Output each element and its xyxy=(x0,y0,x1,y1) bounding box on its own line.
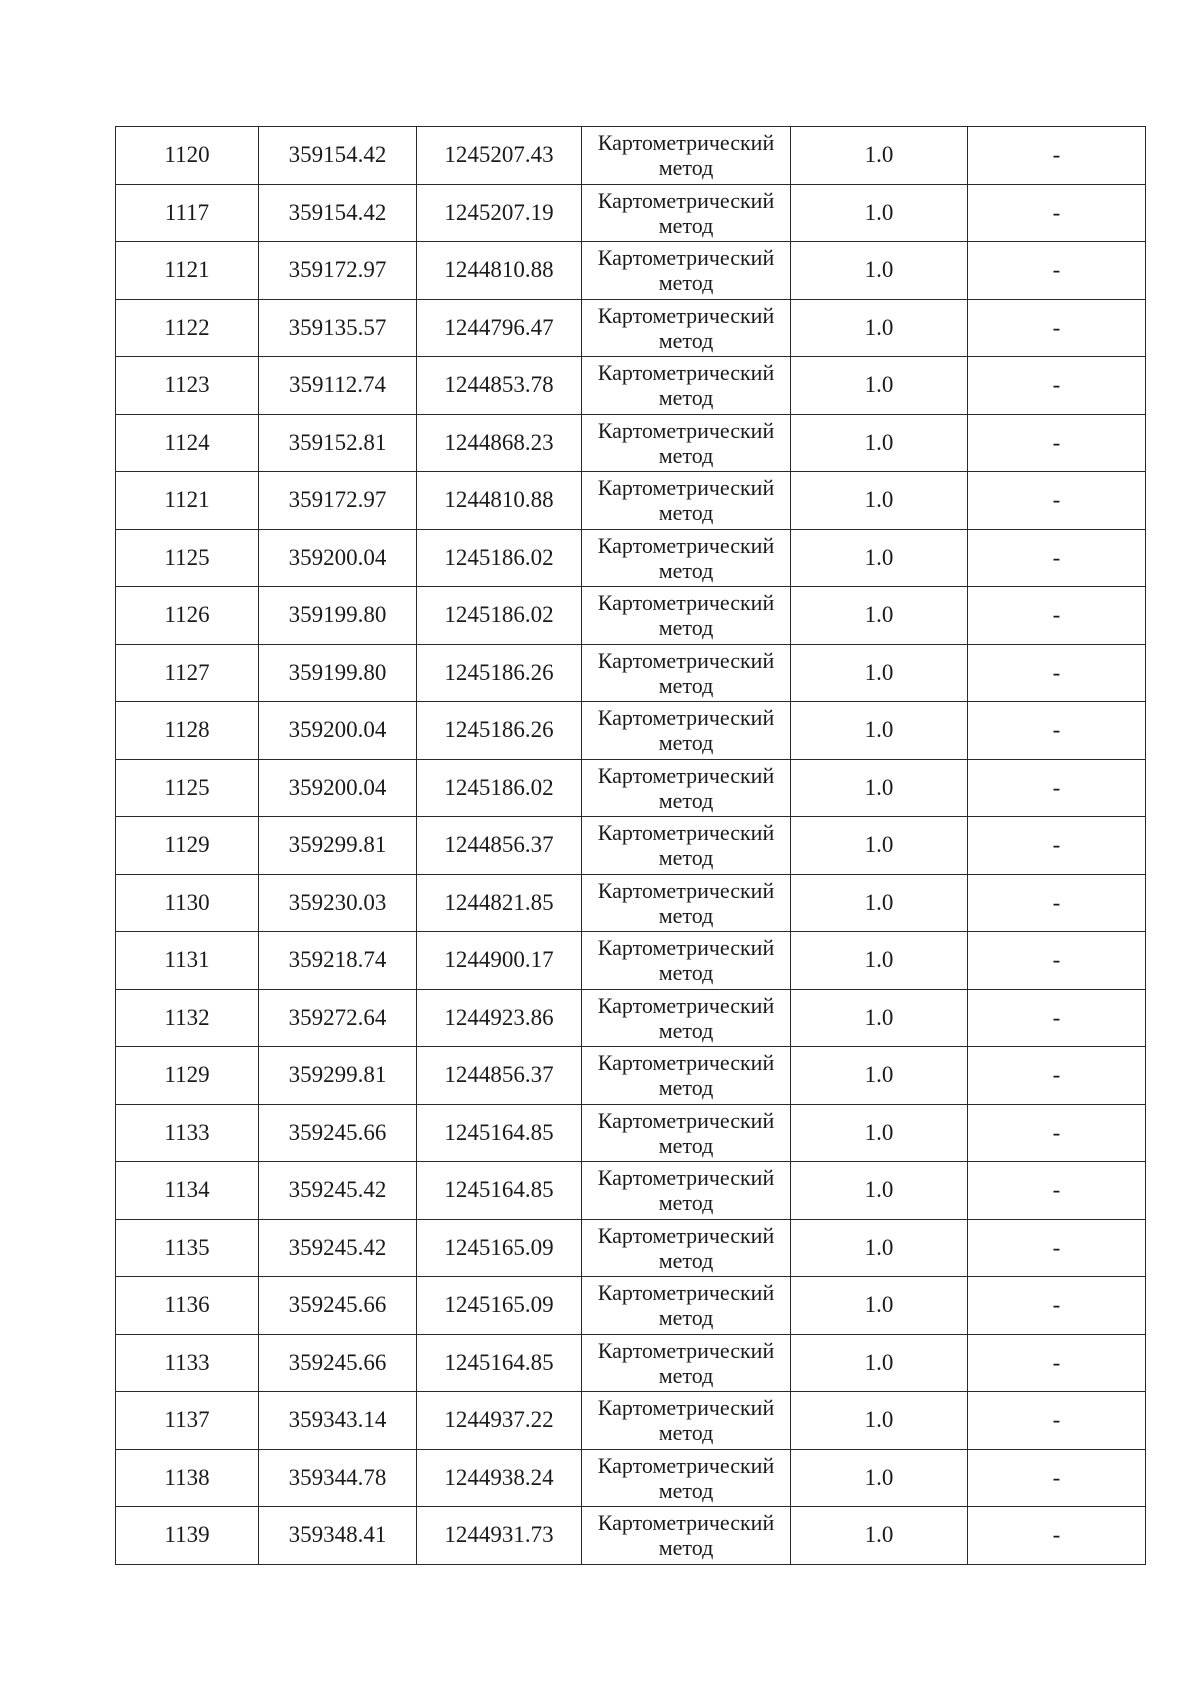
y-coordinate-cell: 1244856.37 xyxy=(417,1047,582,1105)
note-cell: - xyxy=(968,299,1146,357)
accuracy-cell: 1.0 xyxy=(791,989,968,1047)
note-cell: - xyxy=(968,932,1146,990)
method-text-line1: Картометрический xyxy=(597,245,775,271)
y-coordinate-cell: 1245186.26 xyxy=(417,702,582,760)
method-text-line2: метод xyxy=(658,902,714,928)
table-row xyxy=(116,932,1146,990)
method-text-line1: Картометрический xyxy=(597,1510,775,1536)
x-coordinate-cell: 359245.66 xyxy=(259,1334,417,1392)
method-text-line2: метод xyxy=(658,615,714,641)
x-coordinate-cell: 359299.81 xyxy=(259,817,417,875)
x-coordinate-cell: 359172.97 xyxy=(259,472,417,530)
point-number-cell: 1123 xyxy=(116,357,259,415)
accuracy-cell: 1.0 xyxy=(791,1334,968,1392)
accuracy-cell: 1.0 xyxy=(791,242,968,300)
point-number-cell: 1139 xyxy=(116,1507,259,1565)
note-cell: - xyxy=(968,989,1146,1047)
x-coordinate-cell: 359344.78 xyxy=(259,1449,417,1507)
method-text-line1: Картометрический xyxy=(597,1395,775,1421)
note-cell: - xyxy=(968,1277,1146,1335)
x-coordinate-cell: 359172.97 xyxy=(259,242,417,300)
point-number-cell: 1136 xyxy=(116,1277,259,1335)
method-text-line2: метод xyxy=(658,442,714,468)
accuracy-cell: 1.0 xyxy=(791,1277,968,1335)
method-text-line1: Картометрический xyxy=(597,1452,775,1478)
method-cell xyxy=(582,1277,791,1335)
table-row xyxy=(116,472,1146,530)
accuracy-cell: 1.0 xyxy=(791,1449,968,1507)
y-coordinate-cell: 1245164.85 xyxy=(417,1334,582,1392)
point-number-cell: 1122 xyxy=(116,299,259,357)
method-cell xyxy=(582,414,791,472)
x-coordinate-cell: 359218.74 xyxy=(259,932,417,990)
point-number-cell: 1138 xyxy=(116,1449,259,1507)
y-coordinate-cell: 1245207.43 xyxy=(417,127,582,185)
x-coordinate-cell: 359135.57 xyxy=(259,299,417,357)
table-row xyxy=(116,1104,1146,1162)
method-text-line2: метод xyxy=(658,787,714,813)
table-row xyxy=(116,1334,1146,1392)
y-coordinate-cell: 1245164.85 xyxy=(417,1162,582,1220)
table-row xyxy=(116,242,1146,300)
method-cell xyxy=(582,932,791,990)
note-cell: - xyxy=(968,184,1146,242)
method-text-line2: метод xyxy=(658,960,714,986)
table-row xyxy=(116,1392,1146,1450)
method-cell xyxy=(582,1047,791,1105)
y-coordinate-cell: 1244937.22 xyxy=(417,1392,582,1450)
accuracy-cell: 1.0 xyxy=(791,529,968,587)
table-body xyxy=(116,127,1146,1565)
y-coordinate-cell: 1244821.85 xyxy=(417,874,582,932)
table-row xyxy=(116,702,1146,760)
x-coordinate-cell: 359200.04 xyxy=(259,759,417,817)
method-text-line2: метод xyxy=(658,270,714,296)
x-coordinate-cell: 359200.04 xyxy=(259,529,417,587)
table-row xyxy=(116,357,1146,415)
method-text-line1: Картометрический xyxy=(597,532,775,558)
method-text-line1: Картометрический xyxy=(597,590,775,616)
accuracy-cell: 1.0 xyxy=(791,472,968,530)
note-cell: - xyxy=(968,1449,1146,1507)
method-cell xyxy=(582,1162,791,1220)
method-text-line1: Картометрический xyxy=(597,1107,775,1133)
method-cell xyxy=(582,127,791,185)
y-coordinate-cell: 1244938.24 xyxy=(417,1449,582,1507)
method-cell xyxy=(582,529,791,587)
x-coordinate-cell: 359230.03 xyxy=(259,874,417,932)
note-cell: - xyxy=(968,1104,1146,1162)
x-coordinate-cell: 359272.64 xyxy=(259,989,417,1047)
y-coordinate-cell: 1244923.86 xyxy=(417,989,582,1047)
table-row xyxy=(116,644,1146,702)
method-text-line2: метод xyxy=(658,1075,714,1101)
point-number-cell: 1130 xyxy=(116,874,259,932)
note-cell: - xyxy=(968,127,1146,185)
accuracy-cell: 1.0 xyxy=(791,932,968,990)
note-cell: - xyxy=(968,1334,1146,1392)
method-cell xyxy=(582,1507,791,1565)
y-coordinate-cell: 1244810.88 xyxy=(417,242,582,300)
x-coordinate-cell: 359245.66 xyxy=(259,1104,417,1162)
method-cell xyxy=(582,702,791,760)
point-number-cell: 1125 xyxy=(116,529,259,587)
method-text-line1: Картометрический xyxy=(597,1222,775,1248)
method-text-line2: метод xyxy=(658,1420,714,1446)
method-text-line2: метод xyxy=(658,1362,714,1388)
method-cell xyxy=(582,644,791,702)
x-coordinate-cell: 359245.66 xyxy=(259,1277,417,1335)
accuracy-cell: 1.0 xyxy=(791,299,968,357)
method-text-line1: Картометрический xyxy=(597,1050,775,1076)
x-coordinate-cell: 359245.42 xyxy=(259,1162,417,1220)
method-text-line2: метод xyxy=(658,1132,714,1158)
accuracy-cell: 1.0 xyxy=(791,357,968,415)
point-number-cell: 1127 xyxy=(116,644,259,702)
method-text-line1: Картометрический xyxy=(597,877,775,903)
method-text-line1: Картометрический xyxy=(597,1280,775,1306)
point-number-cell: 1129 xyxy=(116,817,259,875)
method-cell xyxy=(582,989,791,1047)
point-number-cell: 1121 xyxy=(116,242,259,300)
method-cell xyxy=(582,1219,791,1277)
point-number-cell: 1137 xyxy=(116,1392,259,1450)
y-coordinate-cell: 1244810.88 xyxy=(417,472,582,530)
x-coordinate-cell: 359199.80 xyxy=(259,587,417,645)
table-row xyxy=(116,874,1146,932)
accuracy-cell: 1.0 xyxy=(791,1104,968,1162)
y-coordinate-cell: 1244931.73 xyxy=(417,1507,582,1565)
method-cell xyxy=(582,759,791,817)
y-coordinate-cell: 1245186.26 xyxy=(417,644,582,702)
table-row xyxy=(116,184,1146,242)
point-number-cell: 1120 xyxy=(116,127,259,185)
table-row xyxy=(116,759,1146,817)
point-number-cell: 1125 xyxy=(116,759,259,817)
point-number-cell: 1129 xyxy=(116,1047,259,1105)
note-cell: - xyxy=(968,357,1146,415)
point-number-cell: 1135 xyxy=(116,1219,259,1277)
table-row xyxy=(116,1047,1146,1105)
point-number-cell: 1117 xyxy=(116,184,259,242)
method-text-line1: Картометрический xyxy=(597,302,775,328)
table-row xyxy=(116,299,1146,357)
method-text-line1: Картометрический xyxy=(597,475,775,501)
coordinates-table xyxy=(115,126,1146,1565)
point-number-cell: 1132 xyxy=(116,989,259,1047)
method-cell xyxy=(582,587,791,645)
x-coordinate-cell: 359343.14 xyxy=(259,1392,417,1450)
method-text-line1: Картометрический xyxy=(597,187,775,213)
y-coordinate-cell: 1245207.19 xyxy=(417,184,582,242)
accuracy-cell: 1.0 xyxy=(791,1162,968,1220)
table-row xyxy=(116,1219,1146,1277)
note-cell: - xyxy=(968,472,1146,530)
method-cell xyxy=(582,242,791,300)
method-text-line2: метод xyxy=(658,730,714,756)
method-cell xyxy=(582,1334,791,1392)
method-cell xyxy=(582,299,791,357)
accuracy-cell: 1.0 xyxy=(791,702,968,760)
accuracy-cell: 1.0 xyxy=(791,1392,968,1450)
x-coordinate-cell: 359245.42 xyxy=(259,1219,417,1277)
y-coordinate-cell: 1245165.09 xyxy=(417,1219,582,1277)
method-text-line2: метод xyxy=(658,845,714,871)
x-coordinate-cell: 359154.42 xyxy=(259,127,417,185)
y-coordinate-cell: 1245186.02 xyxy=(417,759,582,817)
method-text-line1: Картометрический xyxy=(597,762,775,788)
method-cell xyxy=(582,357,791,415)
method-cell xyxy=(582,817,791,875)
point-number-cell: 1128 xyxy=(116,702,259,760)
table-row xyxy=(116,529,1146,587)
note-cell: - xyxy=(968,644,1146,702)
table-row xyxy=(116,1449,1146,1507)
method-text-line2: метод xyxy=(658,1305,714,1331)
y-coordinate-cell: 1244856.37 xyxy=(417,817,582,875)
method-text-line2: метод xyxy=(658,385,714,411)
accuracy-cell: 1.0 xyxy=(791,1047,968,1105)
accuracy-cell: 1.0 xyxy=(791,874,968,932)
accuracy-cell: 1.0 xyxy=(791,414,968,472)
accuracy-cell: 1.0 xyxy=(791,1507,968,1565)
note-cell: - xyxy=(968,587,1146,645)
method-cell xyxy=(582,1104,791,1162)
point-number-cell: 1126 xyxy=(116,587,259,645)
method-text-line2: метод xyxy=(658,557,714,583)
note-cell: - xyxy=(968,817,1146,875)
method-text-line2: метод xyxy=(658,1017,714,1043)
method-text-line1: Картометрический xyxy=(597,992,775,1018)
point-number-cell: 1134 xyxy=(116,1162,259,1220)
table-row xyxy=(116,414,1146,472)
x-coordinate-cell: 359112.74 xyxy=(259,357,417,415)
method-cell xyxy=(582,472,791,530)
accuracy-cell: 1.0 xyxy=(791,759,968,817)
table-row xyxy=(116,1162,1146,1220)
method-text-line2: метод xyxy=(658,327,714,353)
note-cell: - xyxy=(968,414,1146,472)
note-cell: - xyxy=(968,874,1146,932)
y-coordinate-cell: 1245165.09 xyxy=(417,1277,582,1335)
x-coordinate-cell: 359154.42 xyxy=(259,184,417,242)
method-text-line1: Картометрический xyxy=(597,1337,775,1363)
table-row xyxy=(116,817,1146,875)
table-row xyxy=(116,127,1146,185)
y-coordinate-cell: 1245186.02 xyxy=(417,587,582,645)
point-number-cell: 1124 xyxy=(116,414,259,472)
y-coordinate-cell: 1244796.47 xyxy=(417,299,582,357)
accuracy-cell: 1.0 xyxy=(791,644,968,702)
method-text-line1: Картометрический xyxy=(597,935,775,961)
accuracy-cell: 1.0 xyxy=(791,184,968,242)
method-text-line1: Картометрический xyxy=(597,1165,775,1191)
table-row xyxy=(116,1507,1146,1565)
x-coordinate-cell: 359348.41 xyxy=(259,1507,417,1565)
accuracy-cell: 1.0 xyxy=(791,817,968,875)
method-text-line2: метод xyxy=(658,1535,714,1561)
method-text-line1: Картометрический xyxy=(597,820,775,846)
y-coordinate-cell: 1245186.02 xyxy=(417,529,582,587)
point-number-cell: 1133 xyxy=(116,1104,259,1162)
method-text-line1: Картометрический xyxy=(597,417,775,443)
point-number-cell: 1133 xyxy=(116,1334,259,1392)
x-coordinate-cell: 359199.80 xyxy=(259,644,417,702)
note-cell: - xyxy=(968,759,1146,817)
method-cell xyxy=(582,1392,791,1450)
x-coordinate-cell: 359299.81 xyxy=(259,1047,417,1105)
point-number-cell: 1131 xyxy=(116,932,259,990)
method-cell xyxy=(582,1449,791,1507)
point-number-cell: 1121 xyxy=(116,472,259,530)
table-row xyxy=(116,1277,1146,1335)
note-cell: - xyxy=(968,1392,1146,1450)
method-cell xyxy=(582,874,791,932)
accuracy-cell: 1.0 xyxy=(791,127,968,185)
accuracy-cell: 1.0 xyxy=(791,587,968,645)
note-cell: - xyxy=(968,529,1146,587)
note-cell: - xyxy=(968,1219,1146,1277)
x-coordinate-cell: 359152.81 xyxy=(259,414,417,472)
y-coordinate-cell: 1244900.17 xyxy=(417,932,582,990)
method-text-line2: метод xyxy=(658,1190,714,1216)
method-text-line2: метод xyxy=(658,500,714,526)
method-text-line2: метод xyxy=(658,672,714,698)
method-text-line1: Картометрический xyxy=(597,705,775,731)
method-text-line2: метод xyxy=(658,1247,714,1273)
method-text-line2: метод xyxy=(658,1477,714,1503)
y-coordinate-cell: 1244868.23 xyxy=(417,414,582,472)
note-cell: - xyxy=(968,242,1146,300)
method-text-line2: метод xyxy=(658,212,714,238)
note-cell: - xyxy=(968,1047,1146,1105)
note-cell: - xyxy=(968,702,1146,760)
x-coordinate-cell: 359200.04 xyxy=(259,702,417,760)
note-cell: - xyxy=(968,1507,1146,1565)
y-coordinate-cell: 1244853.78 xyxy=(417,357,582,415)
note-cell: - xyxy=(968,1162,1146,1220)
table-row xyxy=(116,587,1146,645)
method-text-line2: метод xyxy=(658,155,714,181)
table-row xyxy=(116,989,1146,1047)
method-cell xyxy=(582,184,791,242)
method-text-line1: Картометрический xyxy=(597,360,775,386)
y-coordinate-cell: 1245164.85 xyxy=(417,1104,582,1162)
accuracy-cell: 1.0 xyxy=(791,1219,968,1277)
method-text-line1: Картометрический xyxy=(597,647,775,673)
method-text-line1: Картометрический xyxy=(597,130,775,156)
